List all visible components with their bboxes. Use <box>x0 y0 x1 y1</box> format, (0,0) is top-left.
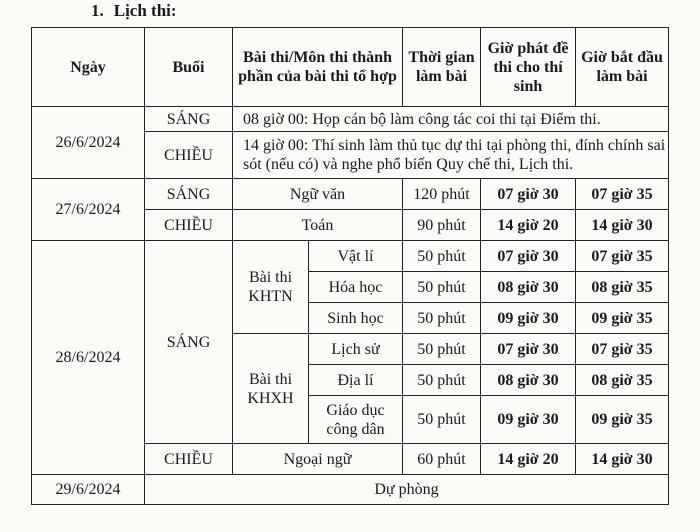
header-duration: Thời gian làm bài <box>403 28 481 107</box>
subject-cell: Vật lí <box>309 241 403 272</box>
session-cell: CHIỀU <box>145 210 233 241</box>
duration-cell: 90 phút <box>403 210 481 241</box>
table-row <box>32 179 669 210</box>
header-session: Buổi <box>145 28 233 107</box>
hand-out-cell: 14 giờ 20 <box>481 210 576 241</box>
duration-cell: 50 phút <box>403 334 481 365</box>
start-cell: 07 giờ 35 <box>576 334 669 365</box>
start-cell: 07 giờ 35 <box>576 179 669 210</box>
start-cell: 08 giờ 35 <box>576 272 669 303</box>
table-row <box>32 475 669 505</box>
start-cell: 14 giờ 30 <box>576 210 669 241</box>
table-row <box>32 241 669 272</box>
hand-out-cell: 09 giờ 30 <box>481 396 576 444</box>
subject-cell: Địa lí <box>309 365 403 396</box>
subject-cell: Ngoại ngữ <box>233 444 403 475</box>
duration-cell: 50 phút <box>403 303 481 334</box>
table-row <box>32 107 669 132</box>
start-cell: 14 giờ 30 <box>576 444 669 475</box>
group-cell-khtn: Bài thi KHTN <box>233 241 309 334</box>
start-cell: 09 giờ 35 <box>576 303 669 334</box>
date-cell: 29/6/2024 <box>32 475 145 505</box>
group-cell-khxh: Bài thi KHXH <box>233 334 309 444</box>
session-cell: SÁNG <box>145 241 233 444</box>
date-cell: 26/6/2024 <box>32 107 145 179</box>
header-hand-out: Giờ phát đề thi cho thí sinh <box>481 28 576 107</box>
session-cell: SÁNG <box>145 107 233 132</box>
section-title: Lịch thi: <box>113 1 177 20</box>
session-cell: SÁNG <box>145 179 233 210</box>
section-heading <box>91 0 177 22</box>
hand-out-cell: 14 giờ 20 <box>481 444 576 475</box>
note-cell: 14 giờ 00: Thí sinh làm thủ tục dự thi tại phòng thi, đính chính sai sót (nếu có) và nghe phổ biến Quy chế thi, Lịch thi. <box>233 132 669 179</box>
date-cell: 27/6/2024 <box>32 179 145 241</box>
subject-cell: Toán <box>233 210 403 241</box>
duration-cell: 50 phút <box>403 396 481 444</box>
hand-out-cell: 08 giờ 30 <box>481 365 576 396</box>
hand-out-cell: 07 giờ 30 <box>481 334 576 365</box>
subject-cell: Lịch sử <box>309 334 403 365</box>
hand-out-cell: 08 giờ 30 <box>481 272 576 303</box>
start-cell: 08 giờ 35 <box>576 365 669 396</box>
hand-out-cell: 07 giờ 30 <box>481 241 576 272</box>
subject-cell: Sinh học <box>309 303 403 334</box>
exam-schedule-table <box>31 27 669 505</box>
session-cell: CHIỀU <box>145 444 233 475</box>
subject-cell: Ngữ văn <box>233 179 403 210</box>
duration-cell: 60 phút <box>403 444 481 475</box>
subject-cell: Giáo dục công dân <box>309 396 403 444</box>
session-cell: CHIỀU <box>145 132 233 179</box>
start-cell: 09 giờ 35 <box>576 396 669 444</box>
hand-out-cell: 09 giờ 30 <box>481 303 576 334</box>
start-cell: 07 giờ 35 <box>576 241 669 272</box>
duration-cell: 50 phút <box>403 241 481 272</box>
subject-cell: Hóa học <box>309 272 403 303</box>
note-cell: 08 giờ 00: Họp cán bộ làm công tác coi thi tại Điểm thi. <box>233 107 669 132</box>
duration-cell: 120 phút <box>403 179 481 210</box>
date-cell: 28/6/2024 <box>32 241 145 475</box>
header-row <box>32 28 669 107</box>
header-date: Ngày <box>32 28 145 107</box>
section-number: 1. <box>91 1 104 20</box>
hand-out-cell: 07 giờ 30 <box>481 179 576 210</box>
duration-cell: 50 phút <box>403 272 481 303</box>
header-subject: Bài thi/Môn thi thành phần của bài thi tổ hợp <box>233 28 403 107</box>
header-start: Giờ bắt đầu làm bài <box>576 28 669 107</box>
duration-cell: 50 phút <box>403 365 481 396</box>
note-cell: Dự phòng <box>145 475 669 505</box>
